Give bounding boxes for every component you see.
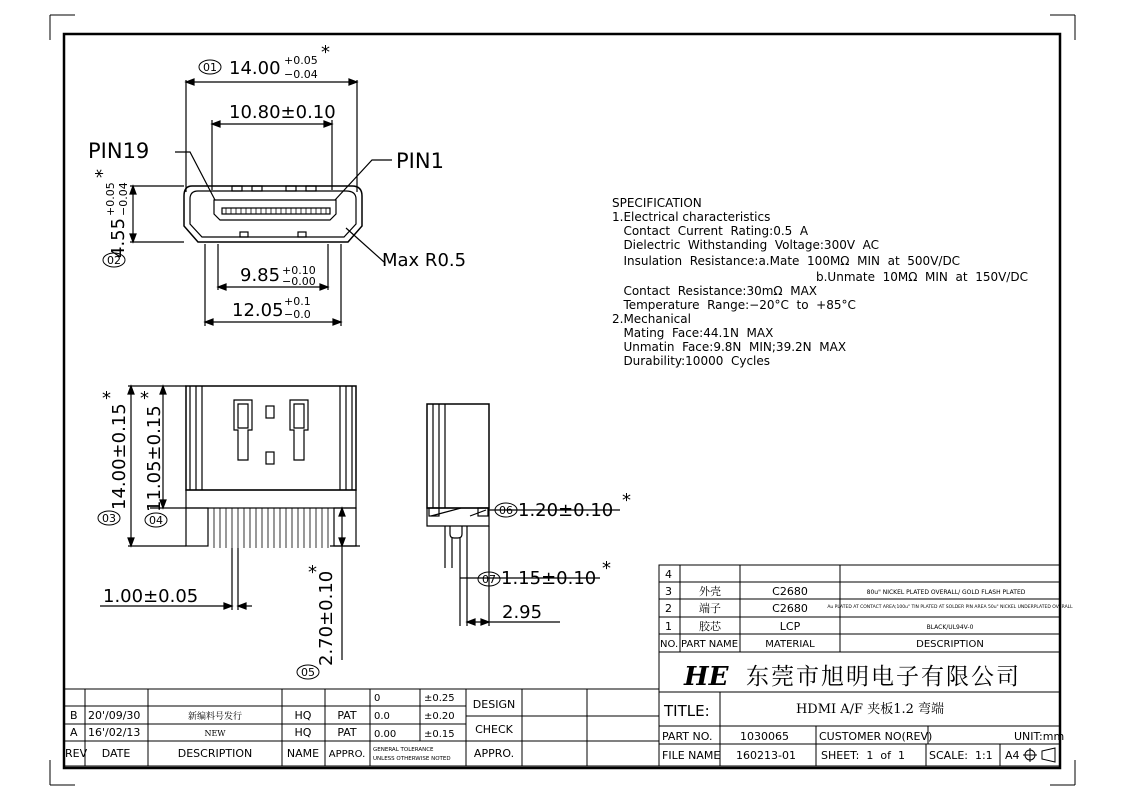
- dim-07-balloon: 07: [482, 573, 496, 586]
- rev-header-desc: DESCRIPTION: [177, 747, 253, 760]
- bom-text: [660, 568, 1073, 650]
- tolerance-val: ±0.25: [424, 693, 455, 704]
- rev-date: 20'/09/30: [88, 709, 141, 722]
- spec-line: SPECIFICATION: [612, 196, 702, 210]
- rev-desc: NEW: [204, 729, 226, 738]
- title-value: HDMI A/F 夹板1.2 弯端: [795, 702, 945, 717]
- dim-1205-value: 12.05: [232, 300, 284, 321]
- rev-name: HQ: [294, 726, 312, 739]
- specification-block: [612, 196, 1028, 368]
- bom-header-no: NO.: [660, 639, 679, 650]
- dim-985-tol-dn: −0.00: [282, 275, 316, 288]
- dim-295-value: 2.95: [502, 602, 543, 623]
- approve-label: APPRO.: [473, 747, 515, 760]
- rev-letter: B: [70, 709, 78, 722]
- paper-size: A4: [1005, 749, 1020, 762]
- bom-part: 外壳: [699, 585, 721, 598]
- file-name-label: FILE NAME: [662, 749, 721, 762]
- dim-03-star: *: [102, 388, 111, 409]
- dim-03-balloon: 03: [102, 512, 116, 525]
- dim-03-value: 14.00±0.15: [109, 403, 130, 510]
- title-label: TITLE:: [664, 702, 710, 720]
- dim-01-balloon: 01: [203, 61, 217, 74]
- rev-header-name: NAME: [286, 747, 320, 760]
- dim-05-balloon: 05: [301, 666, 315, 679]
- sheet-border: [64, 34, 1060, 768]
- dim-1205-tol-dn: −0.0: [284, 308, 311, 321]
- spec-line: Durability:10000 Cycles: [612, 354, 771, 368]
- dim-05-value: 2.70±0.10: [316, 570, 337, 666]
- tolerance-val: ±0.15: [424, 729, 455, 740]
- bom-material: C2680: [772, 602, 808, 615]
- dim-02-tol-up: +0.05: [104, 182, 117, 216]
- part-no-label: PART NO.: [662, 730, 713, 743]
- projection-icon: [1023, 748, 1055, 762]
- dim-07-star: *: [602, 558, 611, 579]
- rev-header-appro: APPRO.: [328, 749, 366, 760]
- sheet-label: SHEET: 1 of 1: [821, 749, 905, 762]
- dim-02-star: *: [92, 169, 113, 178]
- dim-06-star: *: [622, 490, 631, 511]
- bom-header-material: MATERIAL: [765, 639, 815, 650]
- rev-desc: 新编料号发行: [187, 712, 243, 722]
- dim-04-value: 11.05±0.15: [144, 405, 165, 512]
- spec-line: Dielectric Withstanding Voltage:300V AC: [612, 238, 880, 252]
- tolerance-key: 0: [374, 693, 381, 704]
- dim-1205-tol-up: +0.1: [284, 295, 311, 308]
- rev-name: HQ: [294, 709, 312, 722]
- check-label: CHECK: [475, 723, 513, 736]
- tolerance-key: 0.00: [374, 729, 397, 740]
- bom-part: 胶芯: [699, 620, 721, 633]
- dim-01-star: *: [321, 42, 330, 63]
- scale-label: SCALE: 1:1: [929, 749, 993, 762]
- rev-header-date: DATE: [101, 747, 131, 760]
- dim-02-value: 4.55: [108, 217, 129, 258]
- pin19-label: PIN19: [88, 139, 150, 163]
- dim-985-tol-up: +0.10: [282, 264, 316, 277]
- pin1-label: PIN1: [396, 149, 444, 173]
- rev-letter: A: [70, 726, 78, 739]
- spec-line: Contact Current Rating:0.5 A: [612, 224, 809, 238]
- spec-line: Temperature Range:−20°C to +85°C: [612, 298, 856, 312]
- customer-no-label: CUSTOMER NO(REV): [819, 730, 933, 743]
- dim-02-balloon: 02: [107, 254, 121, 267]
- file-name-value: 160213-01: [736, 749, 796, 762]
- dim-06-balloon: 06: [499, 504, 513, 517]
- bom-no: 3: [665, 585, 672, 598]
- tolerance-note: GENERAL TOLERANCE: [373, 747, 434, 753]
- dim-06-value: 1.20±0.10: [518, 500, 614, 521]
- spec-line: Contact Resistance:30mΩ MAX: [612, 284, 818, 298]
- spec-line: Mating Face:44.1N MAX: [612, 326, 774, 340]
- tolerance-note: UNLESS OTHERWISE NOTED: [373, 756, 451, 762]
- bom-part: 端子: [699, 602, 721, 615]
- tolerance-val: ±0.20: [424, 711, 455, 722]
- spec-line: Insulation Resistance:a.Mate 100MΩ MIN at 500V/DC: [612, 254, 961, 268]
- dim-04-balloon: 04: [149, 514, 163, 527]
- spec-line: 2.Mechanical: [612, 312, 691, 326]
- spec-line: 1.Electrical characteristics: [612, 210, 771, 224]
- max-radius-label: Max R0.5: [382, 250, 467, 271]
- bom-header-part: PART NAME: [681, 639, 739, 650]
- dim-985-value: 9.85: [240, 265, 281, 286]
- revision-text: [65, 693, 515, 762]
- title-text: [662, 662, 1064, 762]
- rev-header-rev: REV: [65, 747, 88, 760]
- rev-appro: PAT: [337, 726, 357, 739]
- dim-05-star: *: [308, 562, 317, 583]
- tolerance-key: 0.0: [374, 711, 390, 722]
- bom-desc: 80u" NICKEL PLATED OVERALL/ GOLD FLASH PLATED: [866, 589, 1026, 596]
- unit-label: UNIT:mm: [1014, 730, 1065, 743]
- dim-01-tol-up: +0.05: [284, 54, 318, 67]
- dim-1080: 10.80±0.10: [229, 102, 336, 123]
- company-logo: HE: [684, 662, 729, 692]
- company-name: 东莞市旭明电子有限公司: [746, 664, 1021, 690]
- rev-date: 16'/02/13: [88, 726, 141, 739]
- dim-02-tol-dn: −0.04: [117, 182, 130, 216]
- bom-material: C2680: [772, 585, 808, 598]
- bom-desc: Au PLATED AT CONTACT AREA;100u" TIN PLATED AT SOLDER PIN AREA 50u" NICKEL UNDERPLATED OVERALL: [827, 605, 1073, 610]
- dim-01-tol-dn: −0.04: [284, 68, 318, 81]
- design-label: DESIGN: [472, 698, 516, 711]
- dim-100-value: 1.00±0.05: [103, 586, 199, 607]
- bom-no: 4: [665, 568, 672, 581]
- bom-material: LCP: [779, 620, 801, 633]
- dim-01-value: 14.00: [229, 58, 281, 79]
- bom-no: 1: [665, 620, 672, 633]
- spec-line: Unmatin Face:9.8N MIN;39.2N MAX: [612, 340, 847, 354]
- rev-appro: PAT: [337, 709, 357, 722]
- bom-no: 2: [665, 602, 672, 615]
- dim-04-star: *: [140, 388, 149, 409]
- bom-desc: BLACK/UL94V-0: [926, 624, 974, 631]
- spec-line: b.Unmate 10MΩ MIN at 150V/DC: [816, 270, 1028, 284]
- dim-07-value: 1.15±0.10: [501, 568, 597, 589]
- part-no-value: 1030065: [740, 730, 789, 743]
- bom-header-desc: DESCRIPTION: [916, 639, 984, 650]
- dimension-labels: [88, 42, 631, 679]
